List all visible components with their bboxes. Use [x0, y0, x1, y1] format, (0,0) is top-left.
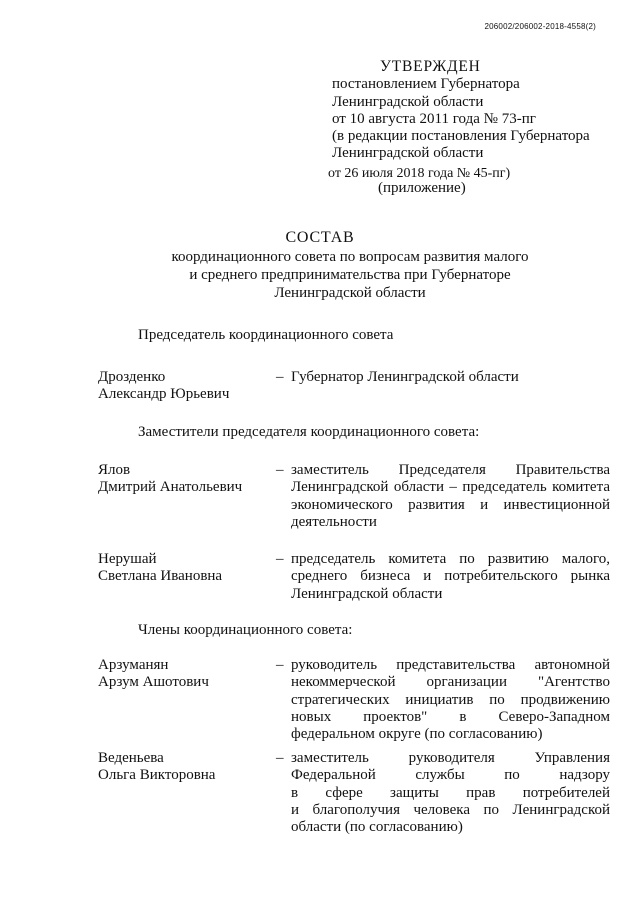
member-position	[291, 551, 610, 603]
dash-separator: –	[276, 551, 284, 567]
position-line: в сфере защиты прав потребителей	[291, 784, 610, 801]
member-given-names: Светлана Ивановна	[98, 568, 223, 585]
approval-date-line: от 26 июля 2018 года № 45-пг)	[328, 165, 511, 181]
approval-line: Ленинградской области	[332, 145, 484, 162]
member-surname: Арзуманян	[98, 657, 169, 673]
member-given-names: Ольга Викторовна	[98, 767, 216, 784]
document-number: 206002/206002-2018-4558(2)	[484, 22, 596, 31]
approval-block	[328, 58, 622, 197]
position-line: деятельности	[291, 513, 377, 530]
composition-subtitle-line: и среднего предпринимательства при Губернаторе	[189, 267, 511, 283]
position-line: Ленинградской области	[291, 585, 443, 602]
position-line: Ленинградской области – председатель комитета	[291, 479, 610, 496]
member-position	[291, 750, 610, 836]
member-surname: Веденьева	[98, 750, 164, 766]
member-given-names: Дмитрий Анатольевич	[98, 479, 243, 496]
section-members: Члены координационного совета:	[138, 622, 353, 638]
member-name	[98, 657, 278, 692]
composition-heading: СОСТАВ	[285, 229, 355, 246]
approval-line: Ленинградской области	[332, 93, 484, 110]
member-surname: Ялов	[98, 462, 131, 478]
member-name	[98, 462, 278, 497]
position-line: руководитель представительства автономной	[291, 657, 610, 673]
position-line: стратегических инициатив по продвижению	[291, 691, 610, 708]
dash-separator: –	[276, 750, 284, 766]
member-given-names: Арзум Ашотович	[98, 674, 209, 691]
position-line: новых проектов" в Северо-Западном	[291, 708, 610, 725]
position-line: области (по согласованию)	[291, 819, 463, 836]
member-position	[291, 369, 610, 386]
composition-heading-block	[0, 228, 640, 302]
member-surname: Нерушай	[98, 551, 157, 567]
position-line: заместитель руководителя Управления	[291, 750, 610, 766]
member-name	[98, 750, 278, 785]
approval-line: постановлением Губернатора	[332, 76, 520, 93]
member-surname: Дрозденко	[98, 369, 166, 385]
position-line: заместитель Председателя Правительства	[291, 462, 610, 478]
member-position	[291, 657, 610, 743]
member-given-names: Александр Юрьевич	[98, 386, 230, 403]
section-deputies: Заместители председателя координационного совета:	[138, 424, 480, 440]
position-line: председатель комитета по развитию малого,	[291, 551, 610, 567]
composition-subtitle-line: Ленинградской области	[274, 285, 426, 301]
position-line: среднего бизнеса и потребительского рынка	[291, 568, 610, 585]
approval-appendix: (приложение)	[378, 180, 466, 197]
approval-line: (в редакции постановления Губернатора	[332, 128, 590, 145]
member-name	[98, 551, 278, 586]
section-chairman: Председатель координационного совета	[138, 327, 394, 343]
dash-separator: –	[276, 369, 284, 385]
dash-separator: –	[276, 462, 284, 478]
approval-line: от 10 августа 2011 года № 73-пг	[332, 110, 536, 127]
approval-title: УТВЕРЖДЕН	[380, 58, 481, 75]
composition-subtitle-line: координационного совета по вопросам развития малого	[171, 249, 529, 265]
position-line: некоммерческой организации "Агентство	[291, 674, 610, 691]
member-position	[291, 462, 610, 531]
dash-separator: –	[276, 657, 284, 673]
position-line: Губернатор Ленинградской области	[291, 369, 519, 385]
position-line: Федеральной службы по надзору	[291, 767, 610, 784]
member-name	[98, 369, 278, 404]
position-line: экономического развития и инвестиционной	[291, 496, 610, 513]
position-line: федеральном округе (по согласованию)	[291, 726, 543, 743]
position-line: и благополучия человека по Ленинградской	[291, 801, 610, 818]
